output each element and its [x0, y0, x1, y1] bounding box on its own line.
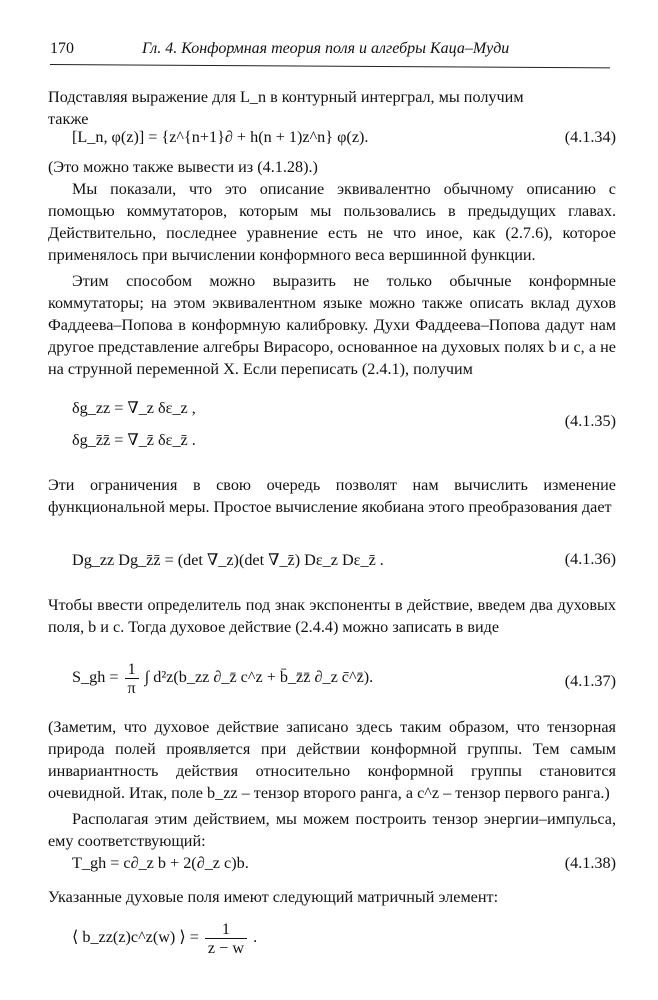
running-title: Гл. 4. Конформная теория поля и алгебры Каца–Муди	[142, 40, 510, 57]
paragraph-5-text: Эти ограничения в свою очередь позволят нам вычислить изменение функциональной меры. Простое вычисление якобиана этого преобразования дает	[48, 476, 616, 516]
paragraph-1	[48, 86, 616, 130]
paragraph-4-text: Этим способом можно выразить не только обычные конформные коммутаторы; на этом эквивалентном языке можно также описать вклад духов Фаддеева–Попова в конформную калибровку. Духи Фаддеева–Попова дадут нам другое представление алгебры Вирасоро, основанное на духовых полях b и c, а не на струнной переменной X. Если переписать (2.4.1), получим	[48, 272, 616, 378]
equation-final-fraction	[205, 920, 247, 957]
equation-4-1-37-rhs: ∫ d²z(b_zz ∂_z̄ c^z + b̄_z̄z̄ ∂_z c̄^z̄).	[144, 668, 374, 687]
equation-final-numerator: 1	[205, 920, 247, 939]
header-rule	[50, 64, 610, 68]
equation-4-1-34-body: [L_n, φ(z)] = {z^{n+1}∂ + h(n + 1)z^n} φ(z).	[72, 128, 369, 146]
equation-4-1-35-line-2-body: δg_z̄z̄ = ∇_z̄ δε_z̄ .	[72, 431, 196, 449]
paragraph-7-text: (Заметим, что духовое действие записано здесь таким образом, что тензорная природа полей проявляется при действии конформной группы. Тем самым инвариантность действия относительно конформной группы становится очевидной. Итак, поле b_zz – тензор второго ранга, а c^z – тензор первого ранга.)	[48, 718, 616, 802]
paragraph-3-text: Мы показали, что это описание эквивалентно обычному описанию с помощью коммутаторов, которым мы пользовались в предыдущих главах. Действительно, последнее уравнение есть не что иное, как (2.7.6), которое применялось при вычислении конформного веса вершинной функции.	[48, 180, 616, 264]
page-number: 170	[50, 40, 74, 57]
paragraph-1-line-1: Подставляя выражение для L_n в контурный интергрaл, мы получим	[48, 88, 524, 106]
equation-final-denominator: z − w	[207, 939, 245, 957]
equation-4-1-38	[48, 854, 616, 880]
equation-final	[48, 918, 616, 968]
equation-4-1-37-numerator: 1	[125, 660, 139, 679]
equation-4-1-35-line-2	[48, 430, 616, 456]
paragraph-3	[48, 178, 616, 266]
page-header	[50, 40, 610, 62]
equation-4-1-38-number: (4.1.38)	[564, 854, 616, 872]
paragraph-7	[48, 716, 616, 804]
equation-4-1-37-number: (4.1.37)	[564, 672, 616, 690]
equation-4-1-36-number: (4.1.36)	[564, 550, 616, 568]
equation-4-1-37	[48, 660, 616, 704]
equation-4-1-37-body	[72, 660, 373, 697]
paragraph-8	[48, 808, 616, 852]
equation-4-1-36-body: Dg_zz Dg_z̄z̄ = (det ∇_z)(det ∇_z̄) Dε_z Dε_z̄ .	[72, 551, 384, 569]
paragraph-6	[48, 594, 616, 638]
equation-4-1-37-fraction	[125, 660, 139, 697]
paragraph-5	[48, 474, 616, 518]
equation-final-lhs: ⟨ b_zz(z)c^z(w) ⟩ =	[72, 928, 199, 947]
paragraph-9-text: Указанные духовые поля имеют следующий матричный элемент:	[48, 888, 499, 906]
equation-4-1-35-line-1-body: δg_zz = ∇_z δε_z ,	[72, 399, 196, 417]
paragraph-8-text: Располагая этим действием, мы можем построить тензор энергии–импульса, ему соответствующий:	[48, 810, 616, 850]
paragraph-1-line-2: также	[48, 110, 89, 128]
equation-4-1-35-number: (4.1.35)	[564, 412, 616, 430]
equation-4-1-36	[48, 550, 616, 576]
paragraph-2	[48, 156, 616, 178]
equation-4-1-34	[48, 128, 616, 154]
equation-4-1-38-body: T_gh = c∂_z b + 2(∂_z c)b.	[72, 854, 249, 872]
equation-final-tail: .	[253, 928, 258, 947]
equation-final-body	[72, 920, 257, 957]
equation-4-1-37-denominator: π	[127, 679, 136, 697]
paragraph-9	[48, 886, 616, 908]
equation-4-1-34-number: (4.1.34)	[564, 128, 616, 146]
equation-4-1-37-lhs: S_gh =	[72, 668, 119, 687]
paragraph-6-text: Чтобы ввести определитель под знак экспоненты в действие, введем два духовых поля, b и c. Тогда духовое действие (2.4.4) можно записать в виде	[48, 596, 616, 636]
paragraph-2-text: (Это можно также вывести из (4.1.28).)	[48, 158, 318, 176]
paragraph-4	[48, 270, 616, 380]
